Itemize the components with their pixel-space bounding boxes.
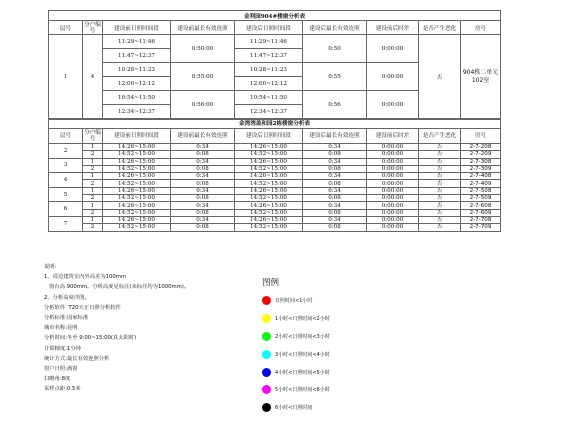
floor-cell: 1 <box>49 35 83 119</box>
header-after-period: 建设后日照时间段 <box>235 21 303 35</box>
legend-item <box>262 399 382 417</box>
after-period-cell: 14:26~15:00 <box>235 158 303 165</box>
note-line: 分析软件 T20天正日照分析软件 <box>44 304 121 311</box>
worse-cell: 否 <box>419 158 461 165</box>
before-period-cell: 14:26~15:00 <box>103 158 171 165</box>
table-title: 金利园904#楼窗分析表 <box>49 11 501 21</box>
before-max-cell: 0:08 <box>171 151 235 158</box>
floor-cell: 5 <box>49 187 83 202</box>
after-max-cell: 0:08 <box>303 209 367 216</box>
header-before-period: 建设前日照时间段 <box>103 21 171 35</box>
room-cell: 2-7-208 <box>461 144 501 151</box>
after-period-cell: 14:52~15:00 <box>235 209 303 216</box>
legend-item <box>262 381 382 399</box>
after-max-cell: 0:34 <box>303 216 367 223</box>
table-row <box>49 151 501 158</box>
header-diff: 建设前后时差 <box>367 129 419 144</box>
room-cell: 2-7-708 <box>461 216 501 223</box>
room-cell: 2-7-209 <box>461 151 501 158</box>
after-period-cell: 10:54~11:50 <box>235 91 303 105</box>
before-max-cell: 0:08 <box>171 209 235 216</box>
after-period-cell: 14:52~15:00 <box>235 180 303 187</box>
table-row <box>49 224 501 231</box>
note-line: 扫略角:8度 <box>44 376 71 383</box>
legend-color-swatch <box>262 314 271 323</box>
after-max-cell: 0:34 <box>303 202 367 209</box>
unit-cell: 2 <box>83 151 103 158</box>
room-cell: 2-7-309 <box>461 165 501 172</box>
unit-cell: 2 <box>83 165 103 172</box>
unit-cell: 4 <box>83 35 103 119</box>
before-period-cell: 14:52~15:00 <box>103 224 171 231</box>
room-cell: 2-7-709 <box>461 224 501 231</box>
after-period-cell: 14:52~15:00 <box>235 195 303 202</box>
before-period-cell: 14:52~15:00 <box>103 209 171 216</box>
analysis-sheet <box>48 10 500 232</box>
header-worse: 是否产生恶化 <box>419 129 461 144</box>
legend-item <box>262 292 382 310</box>
before-period-cell: 14:26~15:00 <box>103 216 171 223</box>
before-period-cell: 14:52~15:00 <box>103 180 171 187</box>
worse-cell: 否 <box>419 224 461 231</box>
table-row <box>49 187 501 194</box>
after-max-cell: 0:08 <box>303 224 367 231</box>
note-line: 窗台高 900mm。分析高度见标注(未标注均为1000mm)。 <box>44 284 190 291</box>
notes-heading: 说明: <box>44 264 57 270</box>
legend-color-swatch <box>262 385 271 394</box>
before-max-cell: 0:34 <box>171 216 235 223</box>
table-row <box>49 144 501 151</box>
header-after-max: 建设后最长有效连照 <box>303 21 367 35</box>
diff-cell: 0:00:00 <box>367 173 419 180</box>
worse-cell: 否 <box>419 151 461 158</box>
notes-section <box>44 262 234 395</box>
table-row <box>49 165 501 172</box>
before-period-cell: 11:29~11:46 <box>103 35 171 49</box>
worse-cell: 否 <box>419 216 461 223</box>
room-cell: 2-7-509 <box>461 195 501 202</box>
room-cell: 2-7-508 <box>461 187 501 194</box>
unit-cell: 2 <box>83 195 103 202</box>
legend-item <box>262 328 382 346</box>
legend-color-swatch <box>262 296 271 305</box>
unit-cell: 1 <box>83 158 103 165</box>
before-period-cell: 12:34~12:37 <box>103 105 171 119</box>
building-2-window-table <box>48 119 501 232</box>
header-floor: 层号 <box>49 129 83 144</box>
worse-cell: 否 <box>419 165 461 172</box>
table-row <box>49 195 501 202</box>
after-max-cell: 0:50 <box>303 35 367 63</box>
before-period-cell: 14:26~15:00 <box>103 187 171 194</box>
after-period-cell: 14:52~15:00 <box>235 165 303 172</box>
after-period-cell: 14:52~15:00 <box>235 151 303 158</box>
table-title: 金湾湾盖和园2栋楼窗分析表 <box>49 120 501 129</box>
legend-item <box>262 345 382 363</box>
note-line: 统计方式:最长有效连照分析 <box>44 355 110 362</box>
before-period-cell: 10:54~11:50 <box>103 91 171 105</box>
diff-cell: 0:00:00 <box>367 216 419 223</box>
header-worse: 是否产生恶化 <box>419 21 461 35</box>
legend <box>262 276 382 417</box>
unit-cell: 1 <box>83 202 103 209</box>
header-diff: 建设前后时差 <box>367 21 419 35</box>
after-max-cell: 0:34 <box>303 173 367 180</box>
diff-cell: 0:00:00 <box>367 195 419 202</box>
diff-cell: 0:00:00 <box>367 158 419 165</box>
table-row <box>49 202 501 209</box>
before-period-cell: 14:52~15:00 <box>103 151 171 158</box>
diff-cell: 0:00:00 <box>367 63 419 91</box>
note-line: 分析标准:国家标准 <box>44 315 89 322</box>
before-max-cell: 0:08 <box>171 180 235 187</box>
unit-cell: 1 <box>83 187 103 194</box>
header-unit: 分户编号 <box>84 130 101 142</box>
header-unit: 分户编号 <box>84 21 101 34</box>
after-max-cell: 0:34 <box>303 158 367 165</box>
unit-cell: 1 <box>83 144 103 151</box>
worse-cell: 否 <box>419 173 461 180</box>
header-after-max: 建设后最长有效连照 <box>303 129 367 144</box>
after-period-cell: 14:52~15:00 <box>235 224 303 231</box>
after-period-cell: 11:47~12:37 <box>235 49 303 63</box>
header-room: 房号 <box>461 129 501 144</box>
note-line: 2、分析高度详图。 <box>44 294 90 301</box>
after-period-cell: 14:26~15:00 <box>235 216 303 223</box>
before-period-cell: 14:52~15:00 <box>103 165 171 172</box>
after-max-cell: 0:08 <box>303 180 367 187</box>
legend-item <box>262 310 382 328</box>
legend-label: 2小时<日照时间<3小时 <box>275 333 330 340</box>
after-max-cell: 0:08 <box>303 195 367 202</box>
legend-label: 1小时<日照时间<2小时 <box>275 316 330 323</box>
room-cell: 2-7-409 <box>461 180 501 187</box>
before-period-cell: 14:52~15:00 <box>103 195 171 202</box>
before-max-cell: 0:56:00 <box>171 91 235 119</box>
worse-cell: 否 <box>419 202 461 209</box>
unit-cell: 2 <box>83 180 103 187</box>
floor-cell: 6 <box>49 202 83 217</box>
after-period-cell: 12:00~12:12 <box>235 77 303 91</box>
legend-title: 图例 <box>262 278 280 288</box>
before-max-cell: 0:34 <box>171 173 235 180</box>
after-period-cell: 14:26~15:00 <box>235 173 303 180</box>
note-line: 分析时间:冬至 9:00~15:00(真太阳时) <box>44 335 137 342</box>
room-cell: 904栋二单元102室 <box>461 35 501 119</box>
header-before-max: 建设前最长有效连照 <box>171 21 235 35</box>
after-max-cell: 0:56 <box>303 91 367 119</box>
diff-cell: 0:00:00 <box>367 35 419 63</box>
floor-cell: 2 <box>49 144 83 159</box>
table-row <box>49 173 501 180</box>
legend-color-swatch <box>262 368 271 377</box>
legend-color-swatch <box>262 350 271 359</box>
after-max-cell: 0:34 <box>303 144 367 151</box>
diff-cell: 0:00:00 <box>367 224 419 231</box>
floor-cell: 4 <box>49 173 83 188</box>
table-row <box>49 209 501 216</box>
diff-cell: 0:00:00 <box>367 180 419 187</box>
diff-cell: 0:00:00 <box>367 209 419 216</box>
diff-cell: 0:00:00 <box>367 202 419 209</box>
unit-cell: 1 <box>83 173 103 180</box>
diff-cell: 0:00:00 <box>367 187 419 194</box>
legend-color-swatch <box>262 403 271 412</box>
floor-cell: 7 <box>49 216 83 231</box>
before-max-cell: 0:34 <box>171 144 235 151</box>
after-period-cell: 12:34~12:37 <box>235 105 303 119</box>
worse-cell: 否 <box>419 144 461 151</box>
unit-cell: 2 <box>83 224 103 231</box>
building-904-window-table <box>48 10 501 119</box>
before-max-cell: 0:08 <box>171 165 235 172</box>
header-before-period: 建设前日照时间段 <box>103 129 171 144</box>
before-max-cell: 0:34 <box>171 202 235 209</box>
before-max-cell: 0:50:00 <box>171 35 235 63</box>
worse-cell: 否 <box>419 187 461 194</box>
note-line: 窗户日照:满窗 <box>44 366 78 373</box>
after-period-cell: 14:26~15:00 <box>235 144 303 151</box>
table-row <box>49 180 501 187</box>
legend-item <box>262 363 382 381</box>
after-period-cell: 14:26~15:00 <box>235 202 303 209</box>
unit-cell: 2 <box>83 209 103 216</box>
after-max-cell: 0:08 <box>303 151 367 158</box>
worse-cell: 否 <box>419 195 461 202</box>
after-period-cell: 11:29~11:46 <box>235 35 303 49</box>
before-max-cell: 0:34 <box>171 187 235 194</box>
note-line: 计算精度:1分钟 <box>44 345 81 352</box>
header-floor: 层号 <box>49 21 83 35</box>
diff-cell: 0:00:00 <box>367 144 419 151</box>
legend-label: 日照时间<1小时 <box>275 298 313 305</box>
note-line: 城市名称:昆明 <box>44 325 78 332</box>
note-line: 采样点距:0.5米 <box>44 386 81 393</box>
after-period-cell: 10:28~11:23 <box>235 63 303 77</box>
room-cell: 2-7-408 <box>461 173 501 180</box>
after-max-cell: 0:34 <box>303 187 367 194</box>
diff-cell: 0:00:00 <box>367 165 419 172</box>
room-cell: 2-7-609 <box>461 209 501 216</box>
header-after-period: 建设后日照时间段 <box>235 129 303 144</box>
legend-label: 6小时<日照时间 <box>275 405 313 412</box>
unit-cell: 1 <box>83 216 103 223</box>
before-period-cell: 10:28~11:23 <box>103 63 171 77</box>
table-row <box>49 216 501 223</box>
header-before-max: 建设前最长有效连照 <box>171 129 235 144</box>
before-max-cell: 0:08 <box>171 195 235 202</box>
before-period-cell: 12:00~12:12 <box>103 77 171 91</box>
worse-cell: 否 <box>419 35 461 119</box>
legend-label: 3小时<日照时间<4小时 <box>275 351 330 358</box>
after-max-cell: 0:55 <box>303 63 367 91</box>
after-max-cell: 0:08 <box>303 165 367 172</box>
room-cell: 2-7-608 <box>461 202 501 209</box>
diff-cell: 0:00:00 <box>367 91 419 119</box>
legend-color-swatch <box>262 332 271 341</box>
before-period-cell: 11:47~12:37 <box>103 49 171 63</box>
floor-cell: 3 <box>49 158 83 173</box>
worse-cell: 否 <box>419 180 461 187</box>
room-cell: 2-7-308 <box>461 158 501 165</box>
diff-cell: 0:00:00 <box>367 151 419 158</box>
before-period-cell: 14:26~15:00 <box>103 173 171 180</box>
legend-label: 4小时<日照时间<5小时 <box>275 369 330 376</box>
before-period-cell: 14:26~15:00 <box>103 202 171 209</box>
header-room: 房号 <box>461 21 501 35</box>
before-period-cell: 14:26~15:00 <box>103 144 171 151</box>
before-max-cell: 0:08 <box>171 224 235 231</box>
before-max-cell: 0:55:00 <box>171 63 235 91</box>
legend-label: 5小时<日照时间<6小时 <box>275 387 330 394</box>
after-period-cell: 14:26~15:00 <box>235 187 303 194</box>
before-max-cell: 0:34 <box>171 158 235 165</box>
worse-cell: 否 <box>419 209 461 216</box>
table-body <box>49 144 501 232</box>
note-line: 1、周边建筑室内外高差为100mm <box>44 274 127 281</box>
table-row <box>49 158 501 165</box>
